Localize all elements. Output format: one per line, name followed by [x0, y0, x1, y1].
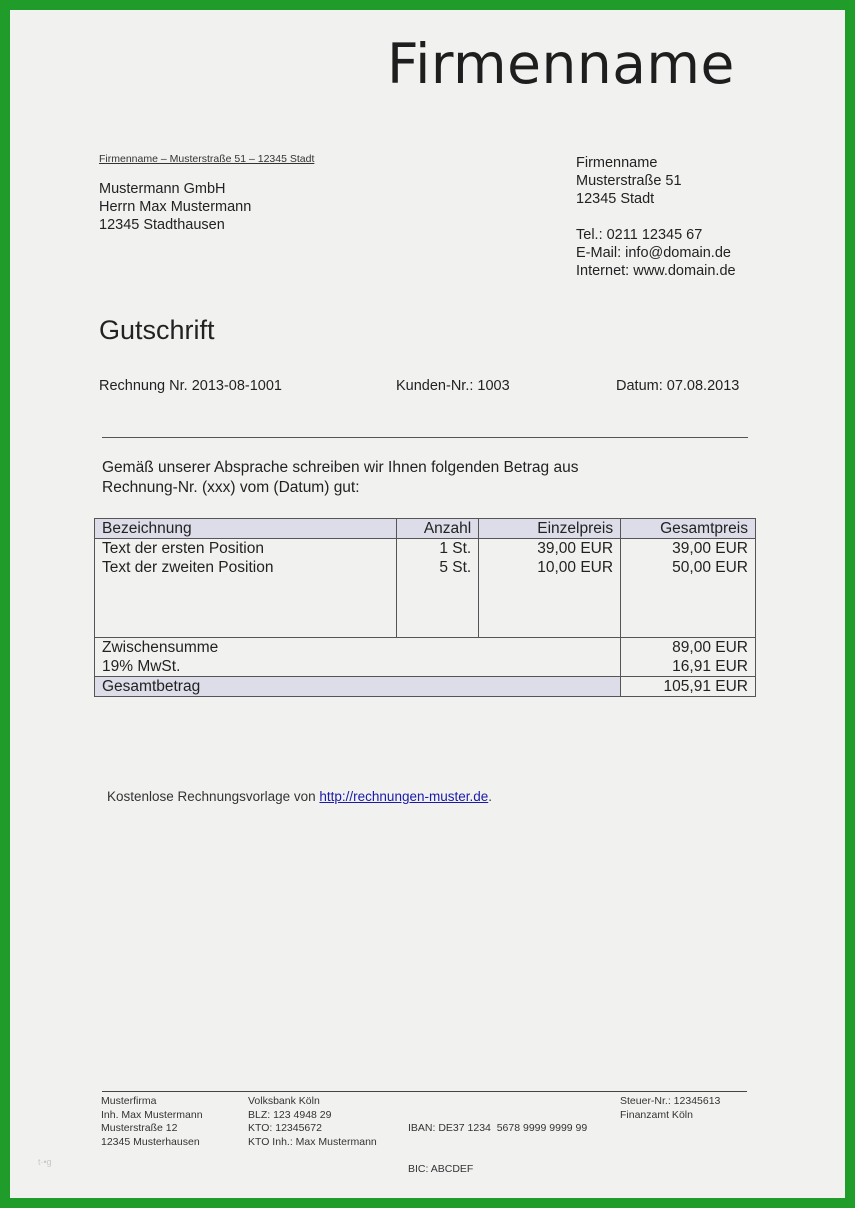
row-total-price: 39,00 EUR — [621, 539, 756, 559]
subtotal-value: 89,00 EUR — [621, 638, 756, 658]
header-description: Bezeichnung — [95, 519, 397, 539]
tax-label: 19% MwSt. — [95, 657, 621, 677]
company-street: Musterstraße 51 — [576, 173, 682, 189]
footer-divider — [102, 1091, 747, 1092]
invoice-number: Rechnung Nr. 2013-08-1001 — [99, 378, 282, 394]
footer-account: KTO: 12345672 — [248, 1122, 322, 1134]
tax-row — [95, 657, 756, 677]
recipient-city: 12345 Stadthausen — [99, 217, 225, 233]
recipient-address — [99, 180, 251, 234]
footer-tax-number: Steuer-Nr.: 12345613 — [620, 1095, 721, 1107]
header-total-price: Gesamtpreis — [621, 519, 756, 539]
footer-company — [101, 1095, 203, 1149]
row-total-price: 50,00 EUR — [621, 558, 756, 577]
total-value: 105,91 EUR — [621, 677, 756, 697]
invoice-page — [10, 10, 845, 1198]
template-credit — [107, 789, 492, 804]
header-unit-price: Einzelpreis — [479, 519, 621, 539]
company-name: Firmenname — [576, 155, 658, 171]
recipient-company: Mustermann GmbH — [99, 181, 226, 197]
credit-link[interactable]: http://rechnungen-muster.de — [319, 789, 489, 804]
row-quantity: 1 St. — [397, 539, 479, 559]
credit-text: Kostenlose Rechnungsvorlage von — [107, 789, 320, 804]
row-unit-price: 10,00 EUR — [479, 558, 621, 577]
footer-iban — [408, 1095, 587, 1203]
footer-tax-office: Finanzamt Köln — [620, 1108, 693, 1121]
tax-value: 16,91 EUR — [621, 657, 756, 677]
company-phone: Tel.: 0211 12345 67 — [576, 227, 703, 243]
company-email: E-Mail: info@domain.de — [576, 245, 731, 261]
footer-company-name: Musterfirma — [101, 1095, 157, 1107]
row-unit-price: 39,00 EUR — [479, 539, 621, 559]
table-row — [95, 539, 756, 559]
company-title: Firmenname — [387, 32, 735, 96]
subtotal-label: Zwischensumme — [95, 638, 621, 658]
total-row — [95, 677, 756, 697]
row-quantity: 5 St. — [397, 558, 479, 577]
subtotal-row — [95, 638, 756, 658]
footer-street: Musterstraße 12 — [101, 1122, 178, 1134]
row-description: Text der zweiten Position — [95, 558, 397, 577]
table-empty-space — [95, 577, 756, 638]
company-internet: Internet: www.domain.de — [576, 263, 736, 279]
document-date: Datum: 07.08.2013 — [616, 378, 740, 394]
line-items-table — [94, 518, 756, 697]
intro-line-1: Gemäß unserer Absprache schreiben wir Ihnen folgenden Betrag aus — [102, 459, 579, 476]
company-contact-block — [576, 154, 736, 280]
footer-tax — [620, 1095, 720, 1122]
footer-bank — [248, 1095, 377, 1149]
table-row — [95, 558, 756, 577]
header-divider — [102, 437, 748, 438]
faint-watermark: t·•g — [38, 1157, 52, 1167]
sender-return-address: Firmenname – Musterstraße 51 – 12345 Stadt — [99, 153, 315, 165]
footer-iban-line: IBAN: DE37 1234 5678 9999 9999 99 — [408, 1122, 588, 1134]
footer-account-holder: KTO Inh.: Max Mustermann — [248, 1135, 377, 1148]
footer-bic: BIC: ABCDEF — [408, 1162, 474, 1175]
recipient-person: Herrn Max Mustermann — [99, 199, 252, 215]
footer-blz: BLZ: 123 4948 29 — [248, 1108, 332, 1121]
credit-suffix: . — [488, 789, 493, 804]
intro-text — [102, 458, 578, 498]
footer-bank-name: Volksbank Köln — [248, 1095, 320, 1107]
total-label: Gesamtbetrag — [95, 677, 621, 697]
row-description: Text der ersten Position — [95, 539, 397, 559]
footer-city: 12345 Musterhausen — [101, 1135, 200, 1148]
table-header-row — [95, 519, 756, 539]
intro-line-2: Rechnung-Nr. (xxx) vom (Datum) gut: — [102, 479, 360, 496]
customer-number: Kunden-Nr.: 1003 — [396, 378, 510, 394]
company-city: 12345 Stadt — [576, 191, 655, 207]
footer-owner: Inh. Max Mustermann — [101, 1108, 203, 1121]
header-quantity: Anzahl — [397, 519, 479, 539]
document-title: Gutschrift — [99, 315, 215, 345]
